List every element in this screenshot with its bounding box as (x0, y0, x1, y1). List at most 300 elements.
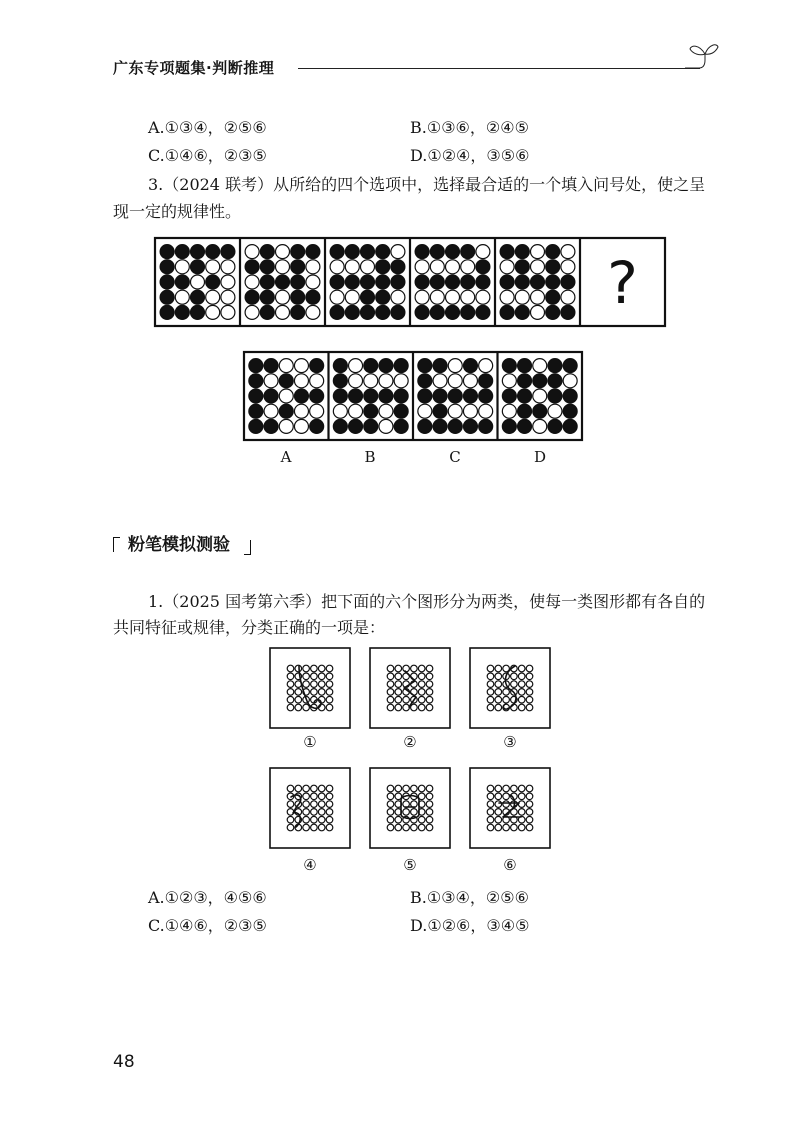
white-dot (526, 793, 533, 800)
white-dot (418, 696, 425, 703)
white-dot (433, 374, 447, 388)
white-dot (311, 793, 318, 800)
white-dot (311, 681, 318, 688)
white-dot (411, 824, 418, 831)
black-dot (291, 305, 305, 319)
white-dot (563, 374, 577, 388)
white-dot (526, 801, 533, 808)
black-dot (379, 359, 393, 373)
white-dot (533, 419, 547, 433)
prev-option-a (148, 117, 267, 139)
white-dot (303, 785, 310, 792)
white-dot (548, 404, 562, 418)
white-dot (495, 681, 502, 688)
black-dot (433, 359, 447, 373)
black-dot (546, 290, 560, 304)
classify-figure-3 (469, 647, 551, 729)
white-dot (395, 824, 402, 831)
white-dot (487, 681, 494, 688)
option-letter: C. (148, 916, 165, 935)
white-dot (426, 704, 433, 711)
white-dot (487, 785, 494, 792)
white-dot (487, 793, 494, 800)
white-dot (411, 665, 418, 672)
white-dot (345, 260, 359, 274)
bracket-left-icon (113, 537, 120, 552)
white-dot (318, 793, 325, 800)
white-dot (245, 275, 259, 289)
white-dot (426, 793, 433, 800)
option-value: ①②③，④⑤⑥ (164, 888, 267, 907)
white-dot (387, 785, 394, 792)
white-dot (311, 665, 318, 672)
white-dot (495, 673, 502, 680)
black-dot (376, 305, 390, 319)
white-dot (518, 704, 525, 711)
white-dot (526, 824, 533, 831)
white-dot (318, 801, 325, 808)
black-dot (345, 275, 359, 289)
choice-cell-4 (502, 359, 577, 434)
white-dot (206, 260, 220, 274)
white-dot (311, 824, 318, 831)
black-dot (479, 374, 493, 388)
white-dot (349, 359, 363, 373)
black-dot (160, 260, 174, 274)
black-dot (330, 305, 344, 319)
white-dot (426, 681, 433, 688)
black-dot (430, 305, 444, 319)
figure-label-6: ⑥ (503, 856, 517, 874)
white-dot (387, 809, 394, 816)
white-dot (294, 419, 308, 433)
black-dot (160, 290, 174, 304)
black-dot (515, 305, 529, 319)
option-letter: A. (148, 888, 165, 907)
black-dot (376, 275, 390, 289)
white-dot (476, 245, 490, 259)
black-dot (502, 359, 516, 373)
black-dot (518, 419, 532, 433)
black-dot (518, 359, 532, 373)
black-dot (448, 389, 462, 403)
white-dot (361, 260, 375, 274)
white-dot (318, 816, 325, 823)
black-dot (175, 305, 189, 319)
white-dot (426, 809, 433, 816)
white-dot (264, 404, 278, 418)
white-dot (391, 290, 405, 304)
choice-cell-3 (418, 359, 493, 434)
white-dot (503, 696, 510, 703)
white-dot (526, 665, 533, 672)
white-dot (448, 359, 462, 373)
white-dot (294, 374, 308, 388)
white-dot (426, 665, 433, 672)
black-dot (461, 245, 475, 259)
white-dot (395, 704, 402, 711)
question-1-stem-line-2: 共同特征或规律，分类正确的一项是： (113, 618, 386, 637)
white-dot (221, 275, 235, 289)
option-letter: D. (410, 146, 428, 165)
classify-figure-5 (369, 767, 451, 849)
option-letter: B. (410, 118, 427, 137)
white-dot (446, 290, 460, 304)
white-dot (495, 801, 502, 808)
white-dot (387, 801, 394, 808)
white-dot (287, 801, 294, 808)
black-dot (515, 260, 529, 274)
white-dot (395, 816, 402, 823)
white-dot (463, 374, 477, 388)
black-dot (160, 275, 174, 289)
black-dot (415, 305, 429, 319)
black-dot (376, 290, 390, 304)
black-dot (463, 359, 477, 373)
option-letter: D. (410, 916, 428, 935)
white-dot (295, 689, 302, 696)
white-dot (387, 793, 394, 800)
white-dot (487, 665, 494, 672)
white-dot (503, 785, 510, 792)
black-dot (415, 245, 429, 259)
black-dot (518, 404, 532, 418)
black-dot (249, 359, 263, 373)
white-dot (487, 809, 494, 816)
white-dot (526, 696, 533, 703)
q1-option-c (148, 915, 267, 937)
white-dot (349, 374, 363, 388)
white-dot (303, 665, 310, 672)
white-dot (461, 290, 475, 304)
white-dot (303, 809, 310, 816)
black-dot (376, 245, 390, 259)
white-dot (318, 689, 325, 696)
white-dot (518, 673, 525, 680)
white-dot (526, 785, 533, 792)
option-letter: B. (410, 888, 427, 907)
black-dot (345, 245, 359, 259)
white-dot (415, 290, 429, 304)
prev-option-d (410, 145, 529, 167)
white-dot (526, 681, 533, 688)
white-dot (515, 290, 529, 304)
white-dot (326, 704, 333, 711)
sequence-cell-1 (160, 245, 235, 320)
black-dot (345, 305, 359, 319)
black-dot (461, 275, 475, 289)
black-dot (418, 359, 432, 373)
black-dot (264, 419, 278, 433)
question-3-stem-line-1 (148, 174, 705, 196)
black-dot (306, 290, 320, 304)
white-dot (287, 681, 294, 688)
white-dot (295, 704, 302, 711)
black-dot (394, 404, 408, 418)
black-dot (310, 419, 324, 433)
q1-option-a (148, 887, 267, 909)
white-dot (287, 816, 294, 823)
white-dot (495, 816, 502, 823)
black-dot (249, 389, 263, 403)
white-dot (303, 824, 310, 831)
black-dot (349, 419, 363, 433)
white-dot (379, 419, 393, 433)
white-dot (306, 275, 320, 289)
white-dot (561, 290, 575, 304)
black-dot (533, 404, 547, 418)
prev-option-b (410, 117, 529, 139)
white-dot (391, 245, 405, 259)
black-dot (476, 305, 490, 319)
black-dot (330, 275, 344, 289)
white-dot (503, 689, 510, 696)
white-dot (330, 260, 344, 274)
white-dot (387, 704, 394, 711)
white-dot (518, 809, 525, 816)
choice-cell-1 (249, 359, 324, 434)
white-dot (311, 673, 318, 680)
white-dot (245, 245, 259, 259)
white-dot (518, 665, 525, 672)
white-dot (311, 689, 318, 696)
white-dot (326, 696, 333, 703)
white-dot (387, 816, 394, 823)
white-dot (221, 305, 235, 319)
question-source: （2025 国考第六季） (163, 592, 322, 611)
white-dot (446, 260, 460, 274)
white-dot (295, 696, 302, 703)
white-dot (531, 305, 545, 319)
black-dot (563, 419, 577, 433)
black-dot (260, 260, 274, 274)
white-dot (526, 689, 533, 696)
white-dot (395, 665, 402, 672)
question-number: 1. (148, 592, 164, 611)
black-dot (310, 359, 324, 373)
section-title: 粉笔模拟测验 (128, 535, 230, 555)
white-dot (461, 260, 475, 274)
white-dot (387, 665, 394, 672)
white-dot (403, 785, 410, 792)
black-dot (349, 389, 363, 403)
white-dot (411, 785, 418, 792)
black-dot (446, 305, 460, 319)
white-dot (294, 359, 308, 373)
white-dot (411, 809, 418, 816)
option-value: ①④⑥，②③⑤ (164, 916, 267, 935)
white-dot (415, 260, 429, 274)
page-number: 48 (113, 1052, 135, 1072)
option-value: ①③④，②⑤⑥ (164, 118, 267, 137)
classify-figure-2 (369, 647, 451, 729)
white-dot (294, 404, 308, 418)
white-dot (561, 260, 575, 274)
white-dot (518, 824, 525, 831)
black-dot (245, 290, 259, 304)
white-dot (345, 290, 359, 304)
black-dot (291, 245, 305, 259)
black-dot (191, 245, 205, 259)
white-dot (426, 696, 433, 703)
question-stem: 从所给的四个选项中，选择最合适的一个填入问号处，使之呈 (273, 175, 706, 194)
choice-label-b: B (364, 448, 376, 466)
black-dot (391, 275, 405, 289)
white-dot (326, 673, 333, 680)
black-dot (245, 260, 259, 274)
q1-option-b (410, 887, 529, 909)
black-dot (476, 260, 490, 274)
white-dot (418, 816, 425, 823)
black-dot (260, 290, 274, 304)
sprout-icon (685, 38, 721, 72)
white-dot (403, 809, 410, 816)
white-dot (276, 260, 290, 274)
white-dot (221, 290, 235, 304)
black-dot (361, 275, 375, 289)
black-dot (260, 305, 274, 319)
black-dot (546, 260, 560, 274)
option-letter: C. (148, 146, 165, 165)
black-dot (418, 374, 432, 388)
white-dot (487, 824, 494, 831)
black-dot (418, 389, 432, 403)
white-dot (511, 785, 518, 792)
white-dot (276, 305, 290, 319)
black-dot (279, 404, 293, 418)
black-dot (361, 290, 375, 304)
black-dot (446, 245, 460, 259)
black-dot (394, 359, 408, 373)
white-dot (303, 801, 310, 808)
bracket-right-icon (244, 540, 251, 555)
white-dot (418, 785, 425, 792)
white-dot (476, 290, 490, 304)
white-dot (418, 404, 432, 418)
white-dot (287, 704, 294, 711)
white-dot (495, 793, 502, 800)
white-dot (326, 809, 333, 816)
white-dot (303, 816, 310, 823)
white-dot (387, 673, 394, 680)
white-dot (511, 681, 518, 688)
question-number: 3. (148, 175, 164, 194)
white-dot (487, 689, 494, 696)
white-dot (495, 696, 502, 703)
white-dot (326, 681, 333, 688)
sequence-cell-5 (500, 245, 575, 320)
black-dot (515, 245, 529, 259)
black-dot (430, 245, 444, 259)
white-dot (330, 290, 344, 304)
white-dot (526, 704, 533, 711)
sequence-cell-4 (415, 245, 490, 320)
sequence-cell-2 (245, 245, 320, 320)
choice-cell-2 (333, 359, 408, 434)
black-dot (430, 275, 444, 289)
black-dot (291, 275, 305, 289)
white-dot (379, 404, 393, 418)
white-dot (310, 374, 324, 388)
white-dot (526, 816, 533, 823)
white-dot (533, 359, 547, 373)
sequence-cell-3 (330, 245, 405, 320)
black-dot (548, 359, 562, 373)
white-dot (403, 824, 410, 831)
white-dot (418, 824, 425, 831)
white-dot (395, 689, 402, 696)
black-dot (463, 389, 477, 403)
white-dot (418, 673, 425, 680)
white-dot (426, 673, 433, 680)
option-letter: A. (148, 118, 165, 137)
black-dot (291, 290, 305, 304)
black-dot (518, 374, 532, 388)
black-dot (433, 419, 447, 433)
black-dot (160, 305, 174, 319)
black-dot (391, 305, 405, 319)
white-dot (311, 816, 318, 823)
black-dot (294, 389, 308, 403)
white-dot (175, 260, 189, 274)
white-dot (279, 389, 293, 403)
black-dot (249, 419, 263, 433)
white-dot (533, 389, 547, 403)
white-dot (511, 824, 518, 831)
white-dot (287, 665, 294, 672)
black-dot (279, 374, 293, 388)
question-3-stem-line-2: 现一定的规律性。 (113, 202, 242, 221)
option-value: ①③⑥，②④⑤ (426, 118, 529, 137)
white-dot (326, 816, 333, 823)
white-dot (326, 689, 333, 696)
white-dot (503, 824, 510, 831)
white-dot (394, 374, 408, 388)
figure-label-2: ② (403, 733, 417, 751)
white-dot (426, 785, 433, 792)
white-dot (287, 824, 294, 831)
white-dot (303, 681, 310, 688)
white-dot (287, 689, 294, 696)
black-dot (333, 374, 347, 388)
white-dot (487, 696, 494, 703)
white-dot (303, 793, 310, 800)
q1-option-d (410, 915, 529, 937)
white-dot (518, 801, 525, 808)
classify-figure-4 (269, 767, 351, 849)
white-dot (418, 665, 425, 672)
black-dot (548, 389, 562, 403)
white-dot (487, 673, 494, 680)
black-dot (191, 305, 205, 319)
white-dot (306, 305, 320, 319)
black-dot (249, 374, 263, 388)
white-dot (326, 824, 333, 831)
white-dot (430, 260, 444, 274)
option-value: ①③④，②⑤⑥ (426, 888, 529, 907)
choice-label-a: A (280, 448, 292, 466)
black-dot (500, 245, 514, 259)
black-dot (433, 389, 447, 403)
white-dot (518, 785, 525, 792)
black-dot (394, 419, 408, 433)
black-dot (260, 245, 274, 259)
black-dot (418, 419, 432, 433)
white-dot (287, 696, 294, 703)
white-dot (245, 305, 259, 319)
black-dot (548, 374, 562, 388)
choice-figure-row (242, 350, 584, 442)
